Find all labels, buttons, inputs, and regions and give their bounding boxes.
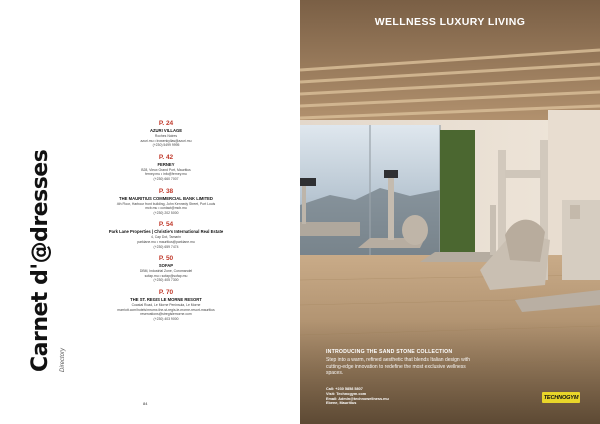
directory-entry [96,289,236,321]
directory-subtitle: Directory [60,347,66,372]
entry-line: (+230) 5499 9995 [152,143,180,148]
directory-entry [96,120,236,148]
directory-entry [96,154,236,182]
entry-line: reservations@stregislemorne.com [140,312,192,317]
contact-line: Ebene, Mauritius [326,401,357,406]
entry-line: (+230) 202 5000 [153,210,179,215]
contact-line: Email: Admin@technowellness.mu [326,396,389,401]
technogym-logo [542,392,580,403]
entry-line: sofap.mu • sofap@sofap.mu [144,273,188,278]
entry-name: THE MAURITIUS COMMERCIAL BANK LIMITED [119,195,213,201]
entry-line: (+230) 403 9000 [153,316,179,321]
entry-name: SOFAP [158,263,174,269]
entry-line: marriott.com/hotels/mrumx-the-st-regis-le-morne-resort-mauritius [117,307,215,312]
entry-line: (+230) 660 7007 [153,176,179,181]
intro-title: INTRODUCING THE SAND STONE COLLECTION [326,349,453,355]
page-number: 84 [143,401,148,406]
entry-page: P. 24 [158,120,174,127]
entry-line: parklane.mu • mauritius@parklane.mu [137,239,195,244]
entry-line: Coastal Road, Le Morne Peninsula, Le Morne [131,302,201,307]
contact-line: Call: +230 5858 5807 [326,387,363,391]
intro-body: Step into a warm, refined aesthetic that blends Italian design with cutting-edge innovation to redefine the most exclusive wellness spaces. [326,357,470,376]
entry-page: P. 38 [158,187,174,195]
directory-entry [96,188,236,216]
entry-line: (+230) 405 7300 [153,278,179,283]
entry-line: B28, Vieux Grand Port, Mauritius [141,167,191,172]
contact-line: Visit: Technogym.com [326,391,367,396]
entry-line: azuri.mu • lrowenkyllas@azuri.mu [140,138,192,143]
entry-page: P. 70 [158,288,174,296]
directory-entry [96,221,236,249]
entry-page: P. 42 [158,153,174,161]
entry-name: FERNEY [157,161,175,167]
entry-line: mcb.mu • contact@mcb.mu [145,206,187,211]
entry-page: P. 54 [158,221,174,229]
entry-line: DBM, Industrial Zone, Coromandel [139,269,193,274]
advert-headline: WELLNESS LUXURY LIVING [374,16,526,28]
entry-line: 4, Cap Dot, Tamarin [150,235,182,240]
logo-text: TECHNOGYM [543,394,579,401]
advert-intro [326,349,476,377]
entry-line: ferney.mu • info@ferney.mu [145,172,187,177]
directory-entry [96,255,236,283]
entry-line: Roches Noires [154,134,178,138]
entry-name: Park Lane Properties | Christie's International Real Estate [108,229,224,235]
advert-contact [326,387,389,406]
entry-page: P. 50 [158,255,174,263]
directory-title: Carnet d'@dresses [28,149,53,372]
entry-line: (+230) 659 7474 [153,244,179,249]
entry-name: THE ST. REGIS LE MORNE RESORT [130,296,202,302]
advert-page [300,0,600,424]
entry-line: 4th Floor, Harbour front building, John Kennedy Street, Port Louis [116,201,216,206]
directory-list [96,120,236,327]
entry-name: AZURI VILLAGE [149,128,183,133]
strength-machine-2 [562,200,600,280]
